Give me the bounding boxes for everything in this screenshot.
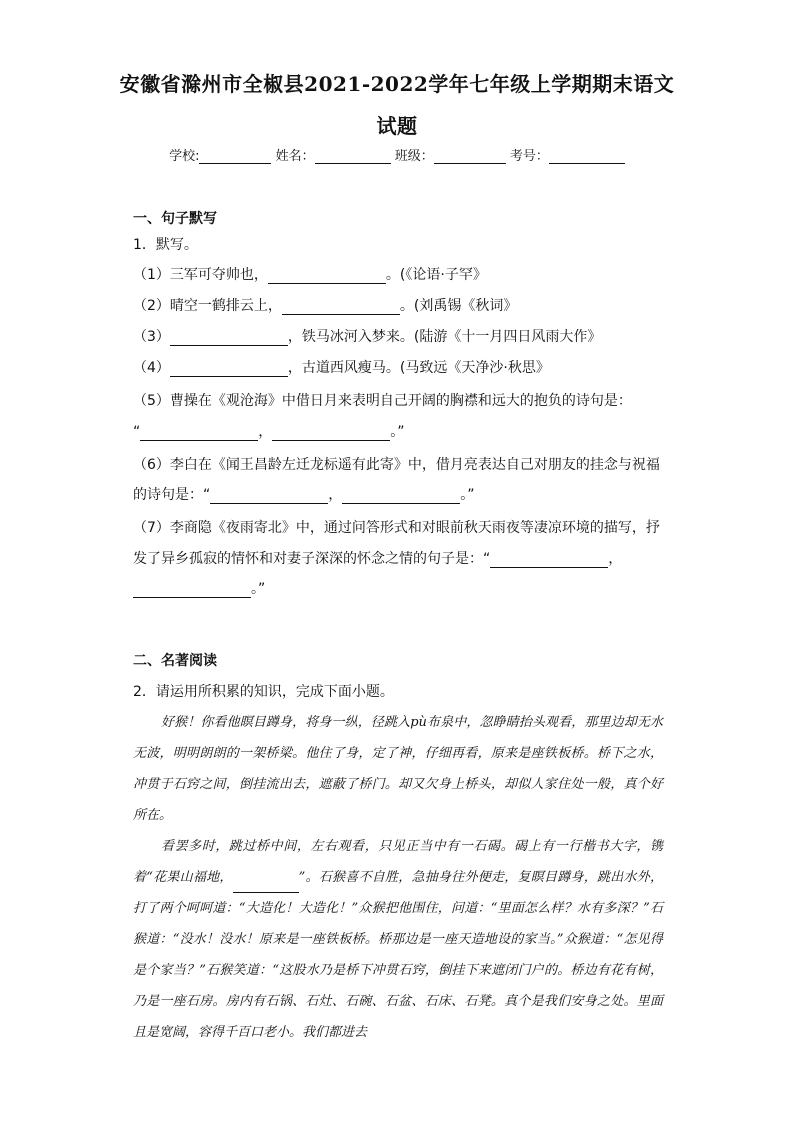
reading-passage: [133, 707, 663, 1048]
section-heading-dictation: 一、句子默写: [133, 211, 217, 227]
passage-paragraph-1: 好猴！你看他瞑目蹲身，将身一纵，径跳入pù布泉中，忽睁睛抬头观看，那里边却无水无波，明明朗朗的一架桥梁。他住了身，定了神，仔细再看，原来是座铁板桥。桥下之水，冲贯于石窍之间，倒挂流出去，遮蔽了桥门。却又欠身上桥头，却似人家住处一般，真个好所在。: [133, 715, 663, 823]
question-1-item-4: （4） ，古道西风瘦马。(马致远《天净沙·秋思》: [133, 360, 550, 376]
school-label: 学校:: [169, 149, 200, 164]
class-label: 班级：: [394, 149, 434, 164]
question-1-item-3: （3） ，铁马冰河入梦来。(陆游《十一月四日风雨大作》: [133, 329, 602, 345]
question-1-item-7-answer-cont: 。”: [133, 578, 663, 598]
document-title-line2: 试题: [376, 114, 418, 138]
document-title: 安徽省滁州市全椒县2021-2022学年七年级上学期期末语文: [119, 72, 675, 96]
question-1-item-5: （5）曹操在《观沧海》中借日月来表明自己开阔的胸襟和远大的抱负的诗句是：: [133, 393, 632, 409]
question-1-item-2: （2）晴空一鹤排云上， 。(刘禹锡《秋词》: [133, 298, 518, 314]
school-field[interactable]: [199, 149, 271, 164]
name-field[interactable]: [315, 149, 391, 164]
question-1-item-1: （1）三军可夺帅也， 。(《论语·子罕》: [133, 267, 487, 283]
student-info-row: [0, 145, 794, 164]
question-1-label: 1．默写。: [133, 237, 198, 253]
question-1-item-7: （7）李商隐《夜雨寄北》中，通过问答形式和对眼前秋天雨夜等凄凉环境的描写，抒: [133, 520, 660, 536]
answer-blank[interactable]: [170, 360, 288, 377]
question-2-label: 2．请运用所积累的知识，完成下面小题。: [133, 684, 394, 700]
exam-number-label: 考号：: [509, 149, 549, 164]
name-label: 姓名：: [275, 149, 315, 164]
answer-blank[interactable]: [170, 329, 288, 346]
answer-blank[interactable]: [282, 298, 400, 315]
exam-number-field[interactable]: [549, 149, 625, 164]
answer-blank[interactable]: [133, 581, 251, 598]
answer-blank[interactable]: [272, 424, 390, 441]
class-field[interactable]: [434, 149, 506, 164]
answer-blank[interactable]: [490, 551, 608, 568]
question-1-item-6: （6）李白在《闻王昌龄左迁龙标遥有此寄》中，借月亮表达自己对朋友的挂念与祝福: [133, 457, 660, 473]
answer-blank[interactable]: [140, 424, 258, 441]
section-heading-classics-reading: 二、名著阅读: [133, 653, 217, 669]
answer-blank[interactable]: [233, 878, 299, 893]
answer-blank[interactable]: [210, 487, 328, 504]
answer-blank[interactable]: [342, 487, 460, 504]
question-1-item-5-answer: “ ， 。”: [133, 424, 405, 440]
question-1-item-7-answer: 发了异乡孤寂的情怀和对妻子深深的怀念之情的句子是：“ ，: [133, 551, 623, 567]
answer-blank[interactable]: [268, 267, 386, 284]
passage-paragraph-2: 看罢多时，跳过桥中间，左右观看，只见正当中有一石碣。碣上有一行楷书大字，镌着“花果山福地， ”。石猴喜不自胜，急抽身往外便走，复瞑目蹲身，跳出水外，打了两个呵呵道：“大造化！大造化！”众猴把他围住，问道：“里面怎么样？水有多深？”石猴道：“没水！没水！原来是一座铁板桥。桥那边是一座天造地设的家当。”众猴道：“怎见得是个家当？”石猴笑道：“这股水乃是桥下冲贯石窍，倒挂下来遮闭门户的。桥边有花有树，乃是一座石房。房内有石锅、石灶、石碗、石盆、石床、石凳。真个是我们安身之处。里面且是宽阔，容得千百口老小。我们都进去: [133, 839, 663, 1040]
question-1-item-6-answer: 的诗句是：“ ， 。”: [133, 487, 475, 503]
